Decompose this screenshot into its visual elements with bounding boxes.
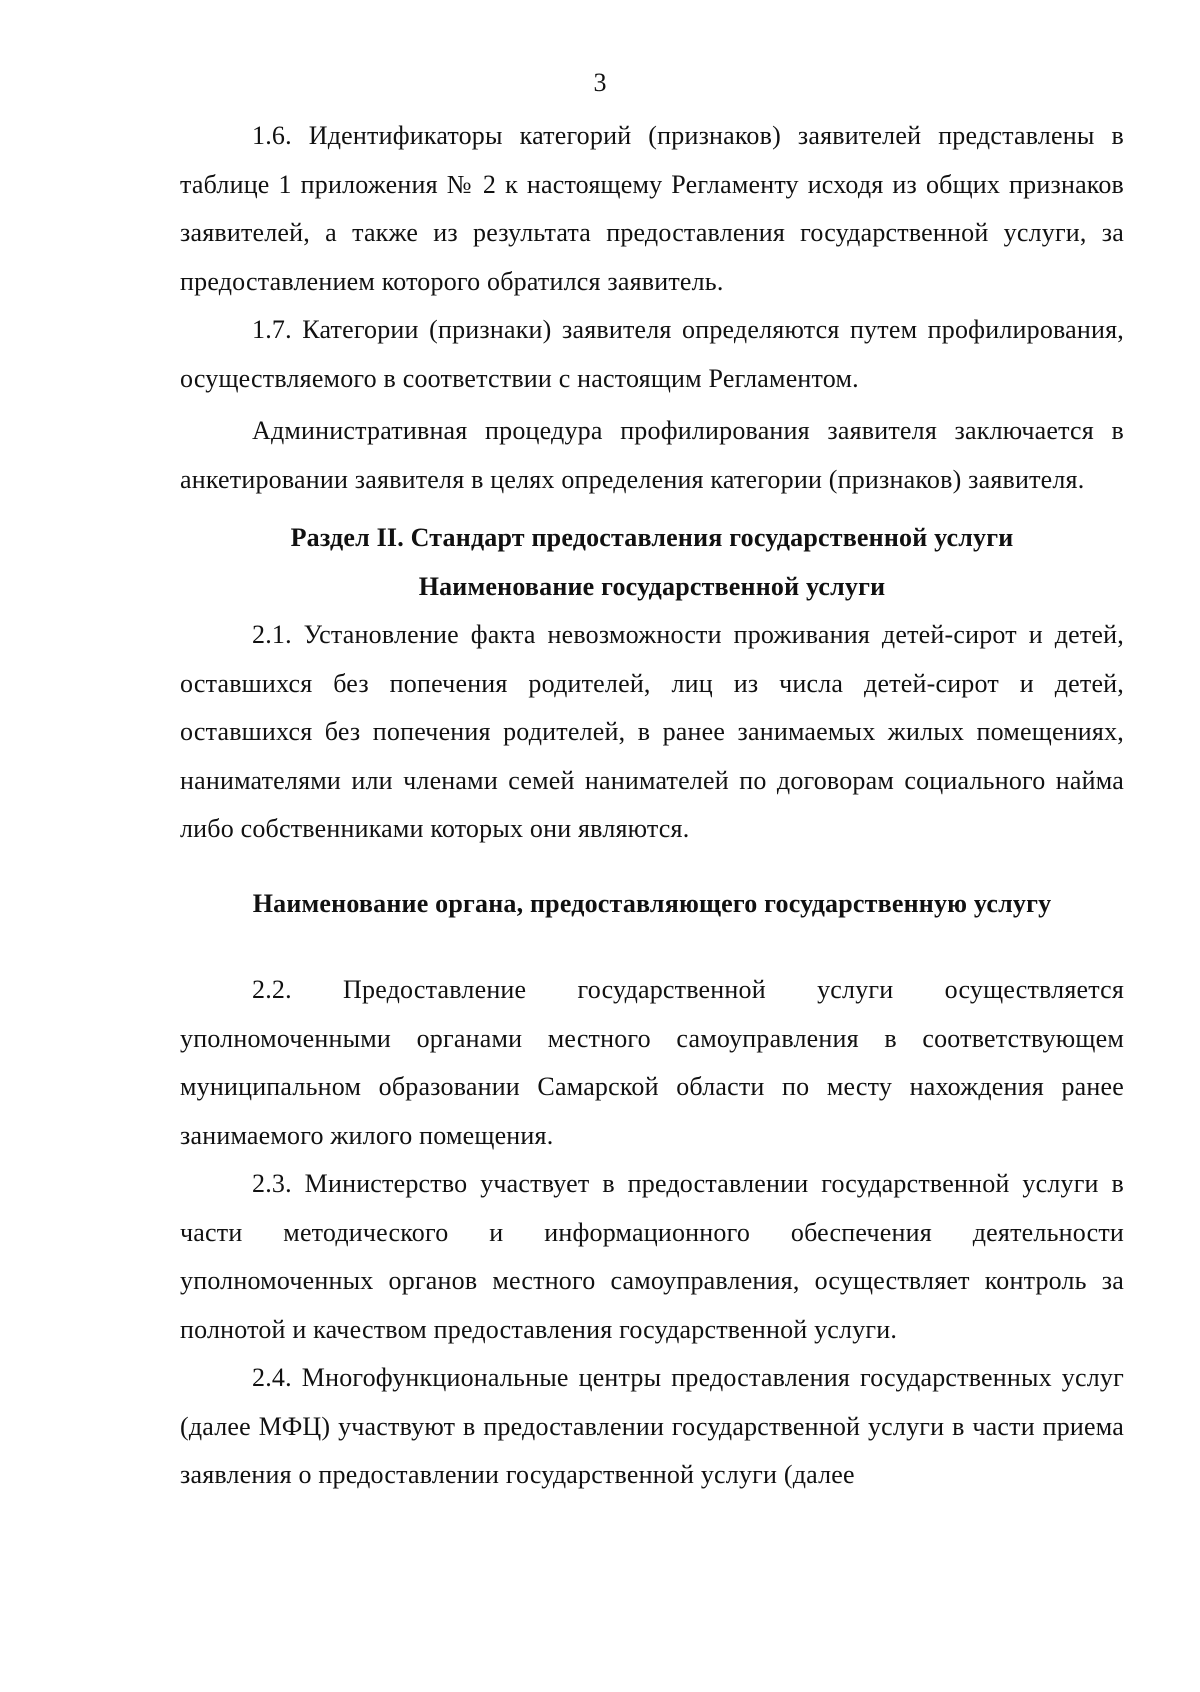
document-body xyxy=(180,112,1124,1500)
paragraph-2-4: 2.4. Многофункциональные центры предоставления государственных услуг (далее МФЦ) участвуют в предоставлении государственной услуги в части приема заявления о предоставлении государственной услуги (далее xyxy=(180,1363,1124,1489)
page-number: 3 xyxy=(593,68,607,97)
paragraph-2-2: 2.2. Предоставление государственной услуги осуществляется уполномоченными органами местного самоуправления в соответствующем муниципальном образовании Самарской области по месту нахождения ранее занимаемого жилого помещения. xyxy=(180,975,1124,1150)
paragraph-2-1: 2.1. Установление факта невозможности проживания детей-сирот и детей, оставшихся без попечения родителей, лиц из числа детей-сирот и детей, оставшихся без попечения родителей, в ранее занимаемых жилых помещениях, нанимателями или членами семей нанимателей по договорам социального найма либо собственниками которых они являются. xyxy=(180,620,1124,843)
service-name-heading: Наименование государственной услуги xyxy=(418,571,886,601)
paragraph-admin-procedure: Административная процедура профилирования заявителя заключается в анкетировании заявителя в целях определения категории (признаков) заявителя. xyxy=(180,416,1124,494)
paragraph-2-3: 2.3. Министерство участвует в предоставлении государственной услуги в части методического и информационного обеспечения деятельности уполномоченных органов местного самоуправления, осуществляет контроль за полнотой и качеством предоставления государственной услуги. xyxy=(180,1169,1124,1344)
paragraph-1-6: 1.6. Идентификаторы категорий (признаков) заявителей представлены в таблице 1 приложения № 2 к настоящему Регламенту исходя из общих признаков заявителей, а также из результата предоставления государственной услуги, за предоставлением которого обратился заявитель. xyxy=(180,121,1124,296)
organ-name-heading: Наименование органа, предоставляющего государственную услугу xyxy=(252,888,1052,918)
paragraph-1-7: 1.7. Категории (признаки) заявителя определяются путем профилирования, осуществляемого в соответствии с настоящим Регламентом. xyxy=(180,315,1124,393)
section-2-heading: Раздел II. Стандарт предоставления государственной услуги xyxy=(290,523,1014,552)
